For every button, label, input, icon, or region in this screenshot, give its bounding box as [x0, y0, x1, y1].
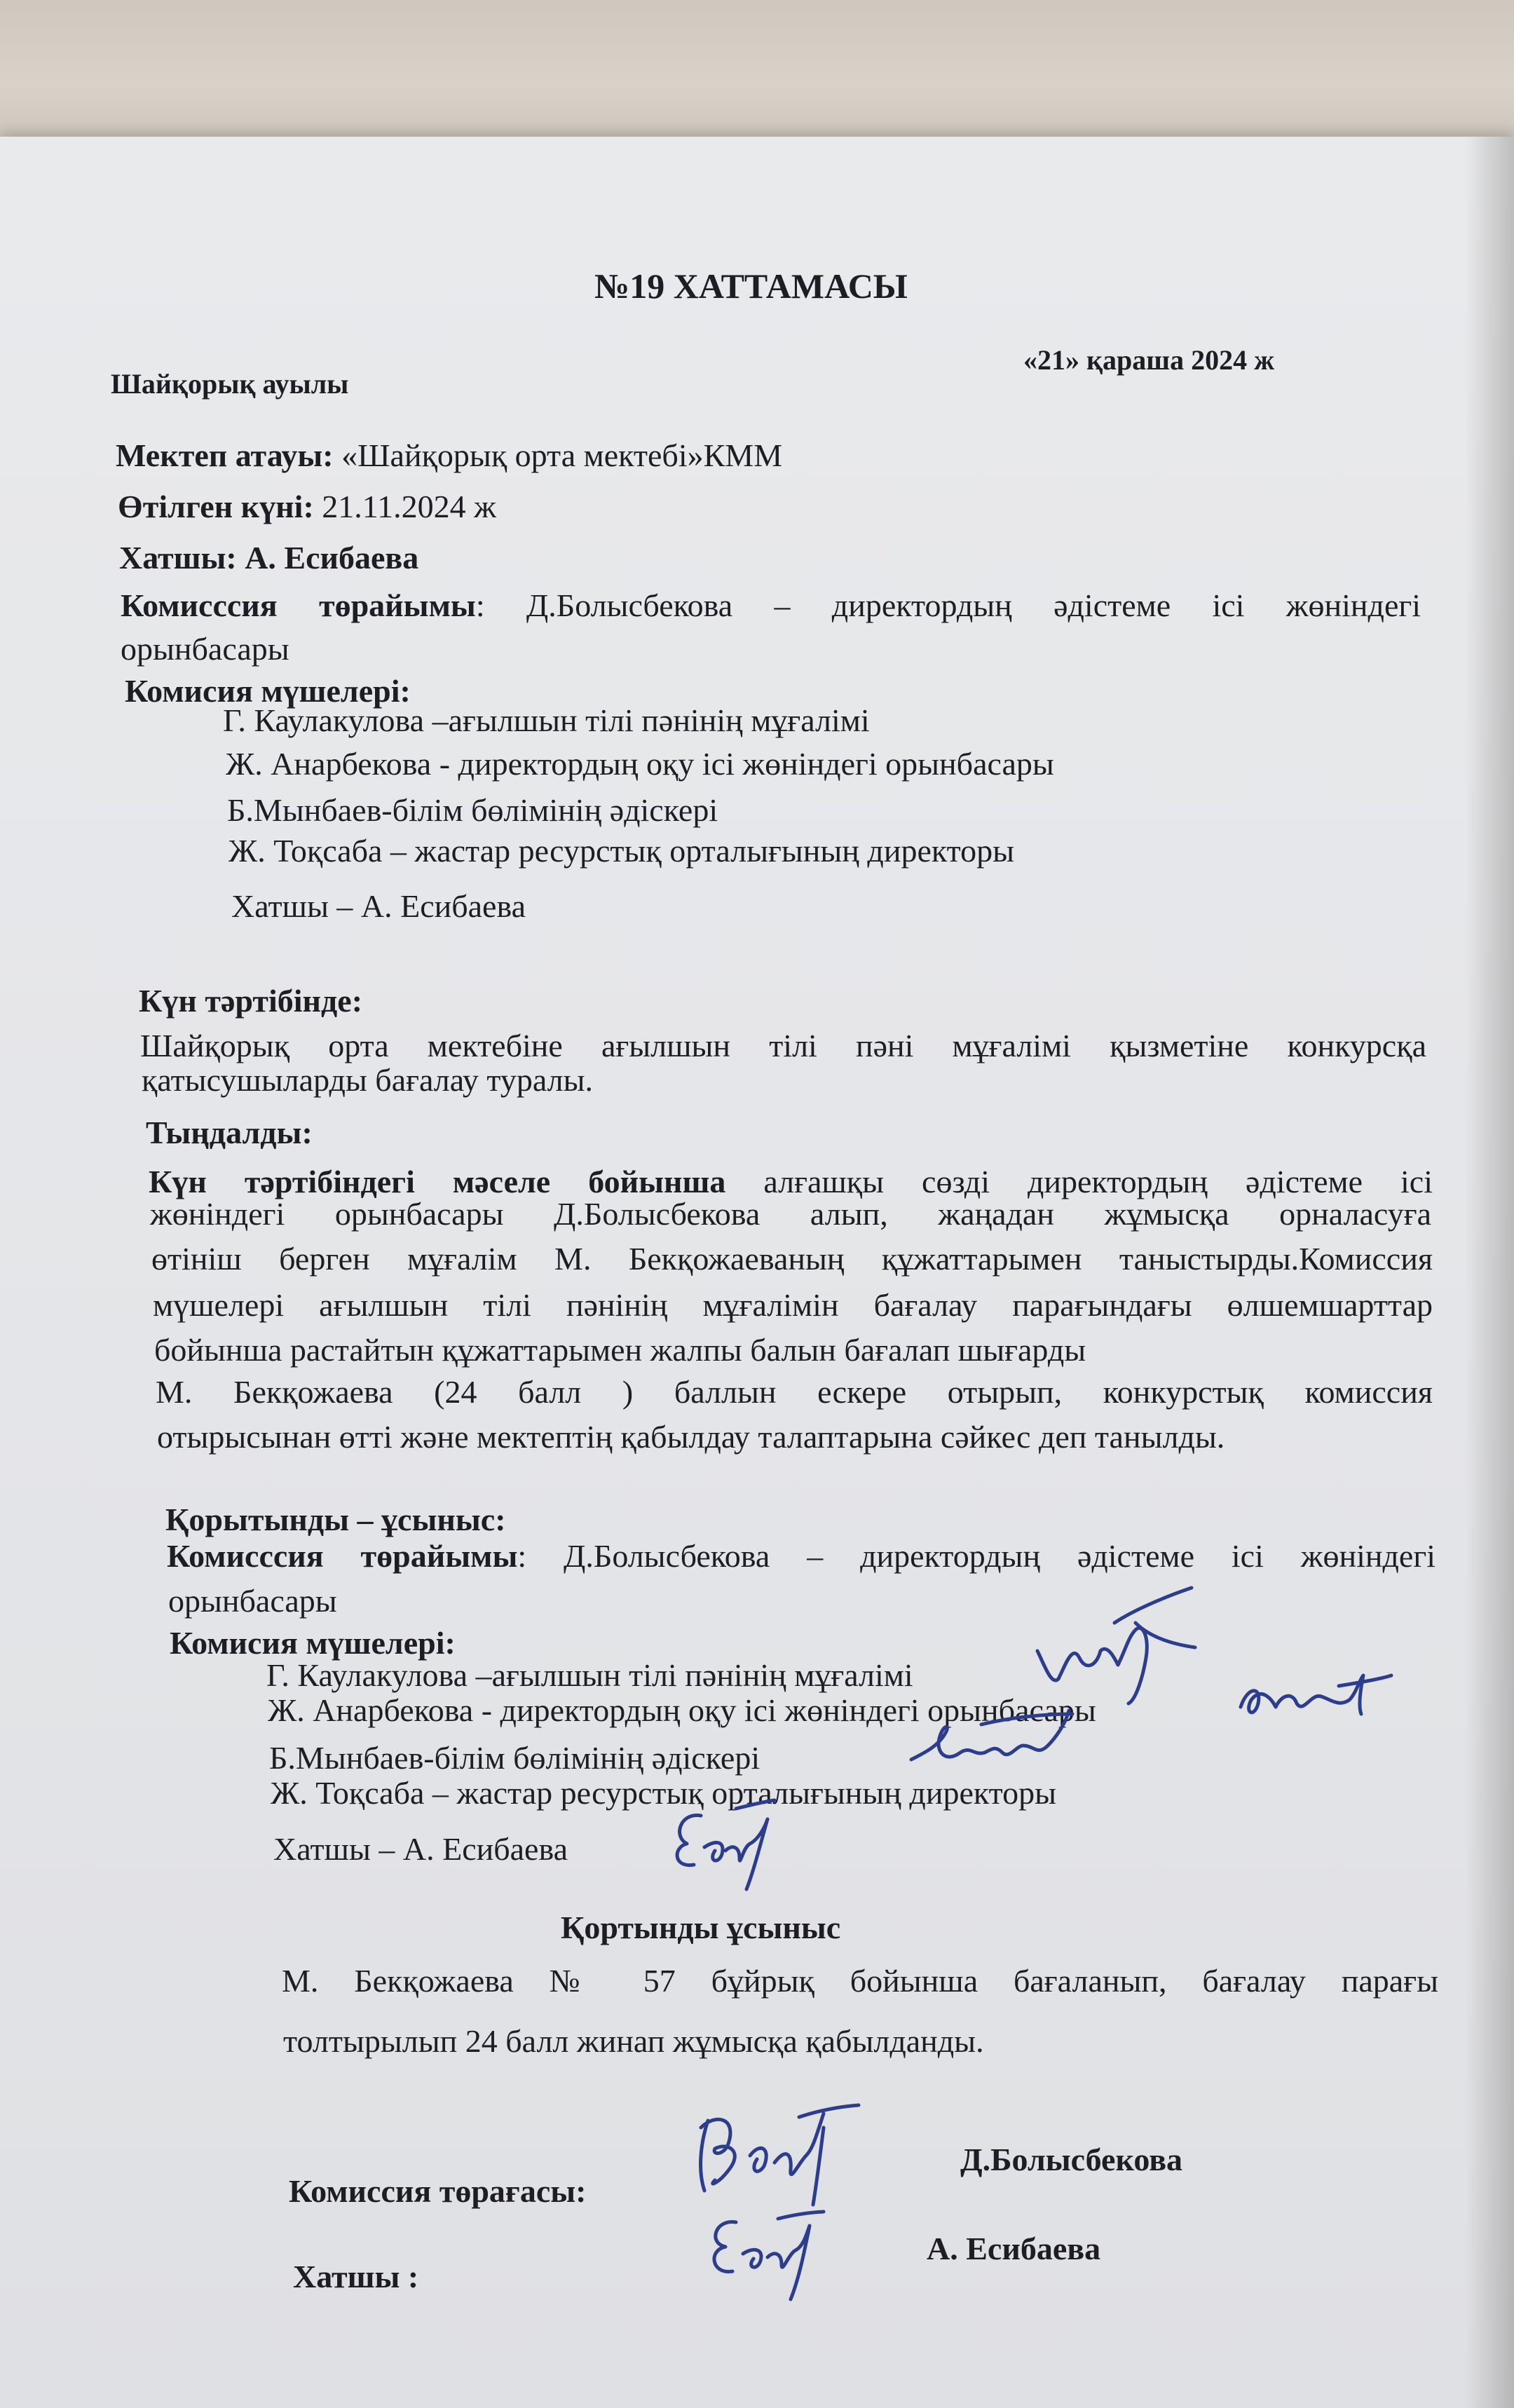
conclusion-member-item: Хатшы – А. Есибаева	[273, 1831, 568, 1867]
heard-line-1	[149, 1130, 1433, 1201]
signature-esibaeva-icon	[659, 1795, 778, 1893]
member-item: Б.Мынбаев-білім бөлімінің әдіскері	[227, 792, 718, 828]
conclusion-heading: Қорытынды – ұсыныс:	[165, 1502, 506, 1537]
member-item: Ж. Анарбекова - директордың оқу ісі жөніндегі орынбасары	[226, 746, 1054, 782]
heard-line-5: бойынша растайтын құжаттарымен жалпы балын бағалап шығарды	[154, 1332, 1086, 1368]
conclusion-member-item: Ж. Анарбекова - директордың оқу ісі жөніндегі орынбасары	[268, 1692, 1096, 1728]
held-value: 21.11.2024 ж	[313, 489, 496, 524]
signoff-secretary-label: Хатшы :	[293, 2259, 419, 2294]
school-label: Мектеп атауы:	[116, 437, 334, 473]
signature-esibaeva-final-icon	[701, 2208, 827, 2306]
members-heading: Комисия мүшелері:	[125, 673, 411, 709]
member-item: Г. Каулакулова –ағылшын тілі пәнінің мұғалімі	[223, 702, 870, 738]
signoff-secretary-name: А. Есибаева	[927, 2231, 1101, 2266]
secretary-line: Хатшы: А. Есибаева	[119, 540, 419, 576]
heard-line-4: мүшелері ағылшын тілі пәнінің мұғалімін бағалау парағындағы өлшемшарттар	[153, 1287, 1433, 1323]
conclusion-member-item: Г. Каулакулова –ағылшын тілі пәнінің мұғалімі	[266, 1657, 913, 1693]
conclusion-chair-value-2: орынбасары	[168, 1583, 337, 1619]
school-value: «Шайқорық орта мектебі»КММ	[333, 437, 783, 473]
chair-label: Комисссия төрайымы	[121, 587, 476, 623]
heard-bold-lead: Күн тәртібіндегі мәселе бойынша	[149, 1164, 726, 1199]
result-heading: Қортынды ұсыныс	[561, 1910, 841, 1945]
result-line-2: толтырылып 24 балл жинап жұмысқа қабылданды.	[283, 2023, 984, 2059]
document-date: «21» қараша 2024 ж	[1023, 344, 1275, 376]
heard-line-6: М. Бекқожаева (24 балл ) баллын ескере отырып, конкурстық комиссия	[156, 1374, 1433, 1410]
signature-kaulakulova-icon	[1030, 1581, 1199, 1707]
held-label: Өтілген күні:	[118, 489, 314, 524]
heard-line-7: отырысынан өтті және мектептің қабылдау талаптарына сәйкес деп танылды.	[157, 1419, 1225, 1455]
heard-heading: Тыңдалды:	[146, 1115, 313, 1150]
signoff-chair-label: Комиссия төрағасы:	[289, 2173, 587, 2209]
heard-line-2: жөніндегі орынбасары Д.Болысбекова алып, жаңадан жұмысқа орналасуға	[150, 1196, 1431, 1232]
signature-mynbaev-icon	[897, 1696, 1079, 1781]
conclusion-members-heading: Комисия мүшелері:	[170, 1625, 456, 1661]
signature-anarbekova-icon	[1234, 1665, 1395, 1728]
chair-line-1	[121, 586, 1421, 625]
signoff-chair-name: Д.Болысбекова	[960, 2142, 1183, 2177]
school-line	[116, 436, 782, 475]
held-date-line	[118, 487, 496, 526]
document-title: №19 ХАТТАМАСЫ	[594, 266, 908, 306]
chair-line	[121, 586, 1421, 625]
conclusion-chair-value-1: : Д.Болысбекова – директордың әдістеме ісі жөніндегі	[517, 1538, 1435, 1574]
conclusion-member-item: Б.Мынбаев-білім бөлімінің әдіскері	[269, 1740, 761, 1776]
heard-line-1-rest: алғашқы сөзді директордың әдістеме ісі	[725, 1164, 1433, 1199]
place-name: Шайқорық ауылы	[111, 368, 349, 400]
agenda-line-2: қатысушыларды бағалау туралы.	[142, 1062, 594, 1098]
conclusion-chair-line	[167, 1506, 1435, 1575]
agenda-line-1: Шайқорық орта мектебіне ағылшын тілі пәні мұғалімі қызметіне конкурсқа	[140, 1028, 1426, 1063]
conclusion-chair-label: Комисссия төрайымы	[167, 1538, 518, 1574]
agenda-heading: Күн тәртібінде:	[139, 983, 363, 1019]
chair-value-2: орынбасары	[121, 631, 289, 667]
heard-line-3: өтініш берген мұғалім М. Бекқожаеваның құжаттарымен таныстырды.Комиссия	[151, 1241, 1433, 1277]
page-edge-shadow	[1465, 137, 1514, 2408]
result-line-1: М. Бекқожаева № 57 бұйрық бойынша бағаланып, бағалау парағы	[282, 1963, 1438, 1999]
signature-bolysbekova-icon	[687, 2100, 862, 2212]
member-item: Хатшы – А. Есибаева	[231, 888, 526, 924]
conclusion-member-item: Ж. Тоқсаба – жастар ресурстық орталығының директоры	[271, 1775, 1057, 1811]
chair-value-1: : Д.Болысбекова – директордың әдістеме ісі жөніндегі	[475, 587, 1421, 623]
member-item: Ж. Тоқсаба – жастар ресурстық орталығының директоры	[229, 833, 1015, 869]
